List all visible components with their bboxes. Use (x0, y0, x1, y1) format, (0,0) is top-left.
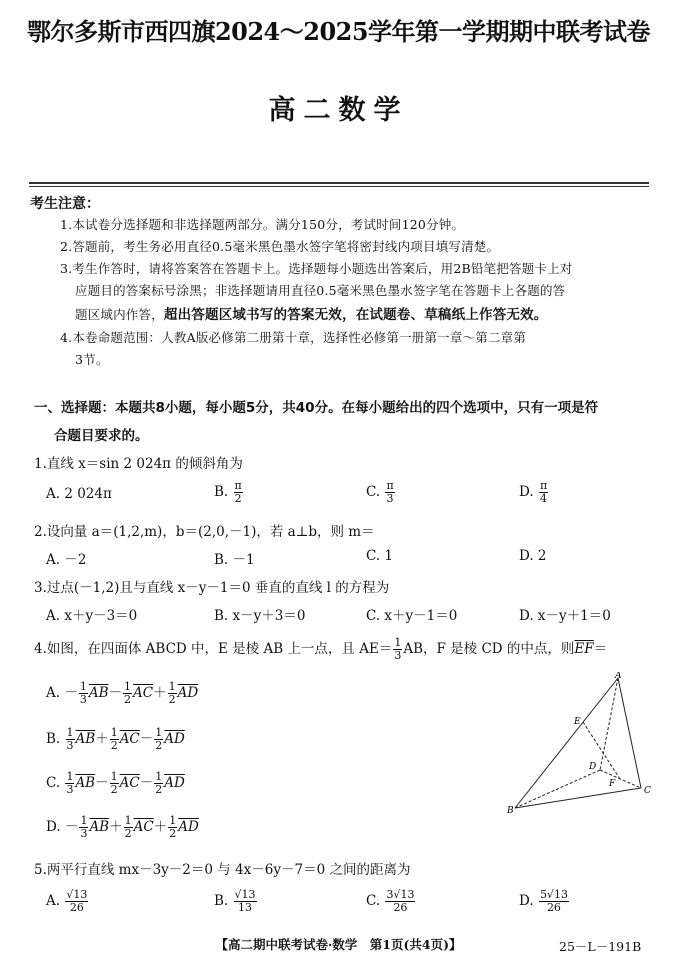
edge-ac (618, 678, 641, 788)
vector-sign: － (95, 775, 109, 791)
divider-thin (29, 186, 649, 187)
q4-option-d: D. － $\frac{1}{3}$ $\overline{AB}+$ $\frac{1}{2}$ $\overline{AC}+$ $\frac{1}{2}$ $\overline{AD}$ (46, 814, 199, 840)
vector-sign: － (64, 685, 78, 701)
vector-sign: － (139, 731, 154, 747)
coefficient: $\frac{1}{3}$ (66, 770, 74, 796)
footer-text: 【高二期中联考试卷·数学 第1页(共4页)】 (215, 937, 462, 952)
notice-line: 1.本试卷分选择题和非选择题两部分。满分150分，考试时间120分钟。 (60, 217, 465, 232)
q5-option-b: B. $\frac{√13}{13}$ (214, 888, 256, 914)
divider-thick (29, 182, 649, 184)
exam-title: 鄂尔多斯市西四旗2024～2025学年第一学期期中联考试卷 (26, 17, 651, 46)
notice-line: 4.本卷命题范围：人教A版必修第二册第十章，选择性必修第一册第一章～第二章第 (60, 330, 527, 345)
q2-option-a: A. －2 (46, 552, 87, 568)
edge-bc (515, 788, 641, 808)
vector: $\overline{AB}$ (75, 731, 96, 747)
vector: $\overline{AC}$ (133, 819, 154, 835)
coefficient: $\frac{1}{2}$ (110, 770, 118, 796)
question-2: 2.设向量 a＝(1,2,m)，b＝(2,0,－1)，若 a⊥b，则 m＝ (34, 524, 375, 540)
label-e: E (574, 717, 581, 727)
vector: $\overline{AD}$ (164, 775, 185, 791)
q4-option-b: B. $\frac{1}{3}$ $\overline{AB}+$ $\frac{1}{2}$ $\overline{AC}-$ $\frac{1}{2}$ $\overline{AD}$ (46, 726, 185, 752)
coefficient: $\frac{1}{3}$ (80, 814, 88, 840)
coefficient: $\frac{1}{2}$ (110, 726, 118, 752)
notice-line: 应题目的答案标号涂黑；非选择题请用直径0.5毫米黑色墨水签字笔在答题卡上各题的答 (75, 283, 566, 298)
q2-option-d: D. 2 (519, 548, 547, 564)
edge-dc (600, 770, 641, 788)
q3-option-b: B. x－y＋3＝0 (214, 608, 306, 624)
q3-option-c: C. x＋y－1＝0 (366, 608, 458, 624)
vector: $\overline{AC}$ (119, 775, 140, 791)
label-f: F (609, 779, 616, 789)
notice-heading: 考生注意： (30, 196, 100, 212)
section-heading: 一、选择题：本题共8小题，每小题5分，共40分。在每小题给出的四个选项中，只有一项是符 (34, 400, 599, 416)
coefficient: $\frac{1}{3}$ (79, 680, 87, 706)
q1-option-d: D. $\frac{\pi}{4}$ (519, 479, 548, 505)
vector-sign: ＋ (153, 819, 168, 835)
label-c: C (644, 786, 651, 796)
q1-option-b: B. $\frac{\pi}{2}$ (214, 479, 242, 505)
coefficient: $\frac{1}{2}$ (168, 680, 176, 706)
q2-option-b: B. －1 (214, 552, 255, 568)
question-3: 3.过点(－1,2)且与直线 x－y－1＝0 垂直的直线 l 的方程为 (34, 580, 390, 596)
edge-bd (515, 770, 600, 808)
q4-option-c: C. $\frac{1}{3}$ $\overline{AB}-$ $\frac{1}{2}$ $\overline{AC}-$ $\frac{1}{2}$ $\overline{AD}$ (46, 770, 185, 796)
subject-title: 高二数学 (268, 95, 409, 126)
notice-bold-text: 超出答题区域书写的答案无效，在试题卷、草稿纸上作答无效。 (163, 307, 548, 323)
q5-option-c: C. $\frac{3√13}{26}$ (366, 888, 415, 914)
q3-option-d: D. x－y＋1＝0 (519, 608, 611, 624)
notice-line (75, 303, 548, 323)
notice-line: 3节。 (75, 352, 109, 367)
vector-sign: － (139, 775, 154, 791)
label-b: B (507, 806, 514, 816)
question-5: 5.两平行直线 mx－3y－2＝0 与 4x－6y－7＝0 之间的距离为 (34, 862, 411, 878)
notice-line: 2.答题前，考生务必用直径0.5毫米黑色墨水签字笔将密封线内项目填写清楚。 (60, 239, 500, 254)
label-d: D (589, 762, 597, 772)
question-1: 1.直线 x＝sin 2 024π 的倾斜角为 (34, 456, 243, 472)
vector-sign: ＋ (109, 819, 123, 835)
tetrahedron-figure (505, 672, 655, 817)
vector: $\overline{AC}$ (133, 685, 154, 701)
vector: $\overline{AB}$ (75, 775, 96, 791)
vector-sign: ＋ (153, 685, 167, 701)
q1-option-c: C. $\frac{\pi}{3}$ (366, 479, 394, 505)
edge-ab (515, 678, 618, 808)
vector-sign: ＋ (95, 731, 109, 747)
coefficient: $\frac{1}{2}$ (169, 814, 177, 840)
edge-ad (600, 678, 618, 770)
vector: $\overline{AB}$ (89, 819, 110, 835)
label-a: A (615, 672, 622, 681)
coefficient: $\frac{1}{2}$ (124, 680, 132, 706)
section-heading-cont: 合题目要求的。 (54, 428, 149, 444)
notice-text: 题区域内作答， (75, 307, 164, 322)
vector-sign: － (64, 819, 79, 835)
q3-option-a: A. x＋y－3＝0 (46, 608, 138, 624)
vector-sign: － (108, 685, 123, 701)
coefficient: $\frac{1}{2}$ (124, 814, 132, 840)
vector: $\overline{AD}$ (177, 685, 199, 701)
vector: $\overline{AD}$ (178, 819, 199, 835)
vector: $\overline{AB}$ (88, 685, 109, 701)
question-4: 4.如图，在四面体 ABCD 中，E 是棱 AB 上一点，且 AE＝ $\frac{1}{3}$ AB，F 是棱 CD 的中点，则$\overline{EF}=$ (34, 636, 608, 662)
coefficient: $\frac{1}{2}$ (155, 726, 163, 752)
q1-option-a: A. 2 024π (46, 486, 112, 502)
coefficient: $\frac{1}{2}$ (155, 770, 163, 796)
notice-line: 3.考生作答时，请将答案答在答题卡上。选择题每小题选出答案后，用2B铅笔把答题卡上对 (60, 261, 573, 276)
q4-option-a: A. － $\frac{1}{3}$ $\overline{AB}-$ $\frac{1}{2}$ $\overline{AC}+$ $\frac{1}{2}$ $\overline{AD}$ (46, 680, 199, 706)
q5-option-d: D. $\frac{5√13}{26}$ (519, 888, 568, 914)
paper-code: 25－L－191B (559, 939, 642, 954)
coefficient: $\frac{1}{3}$ (66, 726, 74, 752)
q5-option-a: A. $\frac{√13}{26}$ (46, 888, 88, 914)
vector: $\overline{AC}$ (119, 731, 140, 747)
q2-option-c: C. 1 (366, 548, 394, 564)
vector: $\overline{AD}$ (164, 731, 185, 747)
